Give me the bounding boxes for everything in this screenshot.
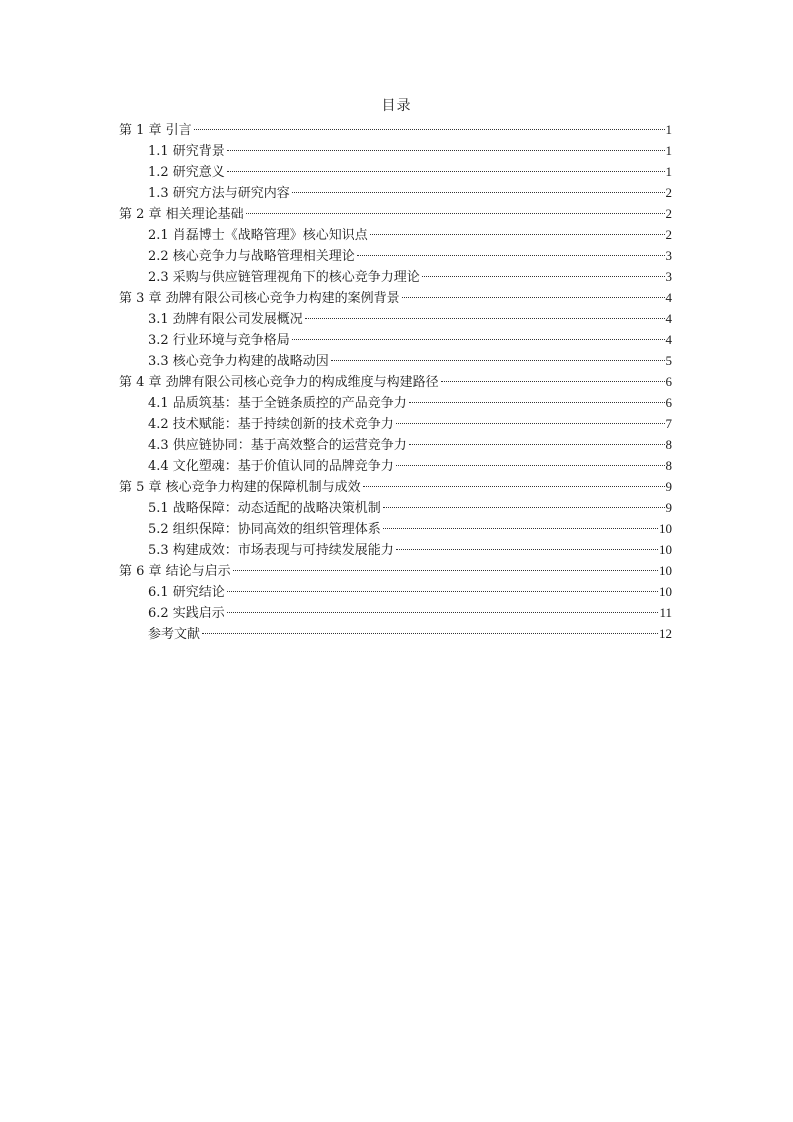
toc-entry-label: 1.3 研究方法与研究内容 bbox=[148, 186, 290, 201]
toc-entry-label: 1.1 研究背景 bbox=[148, 144, 225, 159]
toc-entry-5-1[interactable] bbox=[119, 497, 672, 518]
toc-entry-page: 1 bbox=[665, 143, 672, 158]
toc-entry-label: 第 1 章 引言 bbox=[119, 123, 192, 138]
dot-leader bbox=[396, 549, 658, 550]
toc-entry-label: 3.3 核心竞争力构建的战略动因 bbox=[148, 354, 329, 369]
toc-entry-label: 4.2 技术赋能：基于持续创新的技术竞争力 bbox=[148, 417, 394, 432]
toc-entry-label: 4.1 品质筑基：基于全链条质控的产品竞争力 bbox=[148, 396, 407, 411]
dot-leader bbox=[370, 234, 665, 235]
dot-leader bbox=[292, 339, 665, 340]
toc-entry-page: 12 bbox=[659, 626, 672, 641]
toc-entry-label: 6.1 研究结论 bbox=[148, 585, 225, 600]
toc-entry-page: 2 bbox=[665, 227, 672, 242]
dot-leader bbox=[194, 129, 665, 130]
toc-entry-label: 第 2 章 相关理论基础 bbox=[119, 207, 244, 222]
toc-entry-chapter-5[interactable] bbox=[119, 476, 672, 497]
toc-entry-4-1[interactable] bbox=[119, 392, 672, 413]
toc-entry-1-1[interactable] bbox=[119, 140, 672, 161]
toc-entry-label: 5.1 战略保障：动态适配的战略决策机制 bbox=[148, 501, 381, 516]
toc-entry-6-2[interactable] bbox=[119, 602, 672, 623]
toc-entry-page: 10 bbox=[659, 521, 672, 536]
dot-leader bbox=[331, 360, 665, 361]
toc-entry-3-3[interactable] bbox=[119, 350, 672, 371]
toc-entry-page: 6 bbox=[665, 374, 672, 389]
toc-entry-chapter-6[interactable] bbox=[119, 560, 672, 581]
toc-entry-page: 4 bbox=[665, 311, 672, 326]
toc-entry-page: 1 bbox=[665, 122, 672, 137]
toc-entry-page: 5 bbox=[665, 353, 672, 368]
dot-leader bbox=[227, 591, 658, 592]
toc-entry-chapter-2[interactable] bbox=[119, 203, 672, 224]
toc-entry-chapter-1[interactable] bbox=[119, 119, 672, 140]
toc-entry-5-2[interactable] bbox=[119, 518, 672, 539]
toc-entry-page: 3 bbox=[665, 269, 672, 284]
toc-entry-page: 10 bbox=[659, 584, 672, 599]
toc-entry-4-3[interactable] bbox=[119, 434, 672, 455]
toc-entry-page: 9 bbox=[665, 500, 672, 515]
toc-entry-2-3[interactable] bbox=[119, 266, 672, 287]
dot-leader bbox=[396, 465, 665, 466]
toc-entry-1-3[interactable] bbox=[119, 182, 672, 203]
dot-leader bbox=[422, 276, 665, 277]
toc-entry-label: 6.2 实践启示 bbox=[148, 606, 225, 621]
toc-entry-1-2[interactable] bbox=[119, 161, 672, 182]
toc-entry-page: 1 bbox=[665, 164, 672, 179]
toc-entry-page: 6 bbox=[665, 395, 672, 410]
dot-leader bbox=[246, 213, 665, 214]
dot-leader bbox=[409, 402, 665, 403]
toc-entry-references[interactable] bbox=[119, 623, 672, 644]
toc-entry-label: 3.2 行业环境与竞争格局 bbox=[148, 333, 290, 348]
toc-entry-label: 第 4 章 劲牌有限公司核心竞争力的构成维度与构建路径 bbox=[119, 375, 439, 390]
toc-entry-label: 4.3 供应链协同：基于高效整合的运营竞争力 bbox=[148, 438, 407, 453]
toc-entry-label: 第 5 章 核心竞争力构建的保障机制与成效 bbox=[119, 480, 361, 495]
toc-entry-label: 2.2 核心竞争力与战略管理相关理论 bbox=[148, 249, 355, 264]
dot-leader bbox=[402, 297, 665, 298]
toc-entry-label: 3.1 劲牌有限公司发展概况 bbox=[148, 312, 303, 327]
toc-entry-page: 7 bbox=[665, 416, 672, 431]
dot-leader bbox=[396, 423, 665, 424]
toc-title: 目录 bbox=[381, 98, 412, 114]
dot-leader bbox=[409, 444, 665, 445]
toc-entry-4-2[interactable] bbox=[119, 413, 672, 434]
dot-leader bbox=[292, 192, 665, 193]
toc-entry-label: 第 3 章 劲牌有限公司核心竞争力构建的案例背景 bbox=[119, 291, 400, 306]
dot-leader bbox=[227, 612, 659, 613]
toc-entry-label: 1.2 研究意义 bbox=[148, 165, 225, 180]
toc-entry-5-3[interactable] bbox=[119, 539, 672, 560]
toc-entry-3-1[interactable] bbox=[119, 308, 672, 329]
dot-leader bbox=[383, 528, 658, 529]
toc-entry-page: 2 bbox=[665, 206, 672, 221]
toc-entry-3-2[interactable] bbox=[119, 329, 672, 350]
dot-leader bbox=[383, 507, 665, 508]
toc-entry-chapter-3[interactable] bbox=[119, 287, 672, 308]
dot-leader bbox=[305, 318, 665, 319]
toc-entry-page: 4 bbox=[665, 332, 672, 347]
dot-leader bbox=[363, 486, 665, 487]
toc-entry-6-1[interactable] bbox=[119, 581, 672, 602]
toc-entry-page: 10 bbox=[659, 542, 672, 557]
toc-entry-page: 2 bbox=[665, 185, 672, 200]
toc-entry-label: 2.3 采购与供应链管理视角下的核心竞争力理论 bbox=[148, 270, 420, 285]
toc-entry-label: 参考文献 bbox=[148, 627, 201, 642]
dot-leader bbox=[227, 171, 665, 172]
toc-entry-page: 11 bbox=[659, 605, 672, 620]
toc-entry-page: 8 bbox=[665, 437, 672, 452]
toc-entry-page: 4 bbox=[665, 290, 672, 305]
toc-entry-2-2[interactable] bbox=[119, 245, 672, 266]
dot-leader bbox=[357, 255, 665, 256]
toc-entry-page: 10 bbox=[659, 563, 672, 578]
toc-entry-label: 2.1 肖磊博士《战略管理》核心知识点 bbox=[148, 228, 368, 243]
dot-leader bbox=[202, 633, 658, 634]
toc-entry-page: 3 bbox=[665, 248, 672, 263]
toc-entry-label: 4.4 文化塑魂：基于价值认同的品牌竞争力 bbox=[148, 459, 394, 474]
toc-entry-label: 5.3 构建成效：市场表现与可持续发展能力 bbox=[148, 543, 394, 558]
dot-leader bbox=[441, 381, 665, 382]
toc-entry-chapter-4[interactable] bbox=[119, 371, 672, 392]
toc-entry-page: 8 bbox=[665, 458, 672, 473]
toc-entry-label: 5.2 组织保障：协同高效的组织管理体系 bbox=[148, 522, 381, 537]
dot-leader bbox=[233, 570, 658, 571]
dot-leader bbox=[227, 150, 665, 151]
toc-entry-4-4[interactable] bbox=[119, 455, 672, 476]
toc-entry-label: 第 6 章 结论与启示 bbox=[119, 564, 231, 579]
toc-entry-page: 9 bbox=[665, 479, 672, 494]
toc-entry-2-1[interactable] bbox=[119, 224, 672, 245]
table-of-contents bbox=[119, 119, 672, 644]
